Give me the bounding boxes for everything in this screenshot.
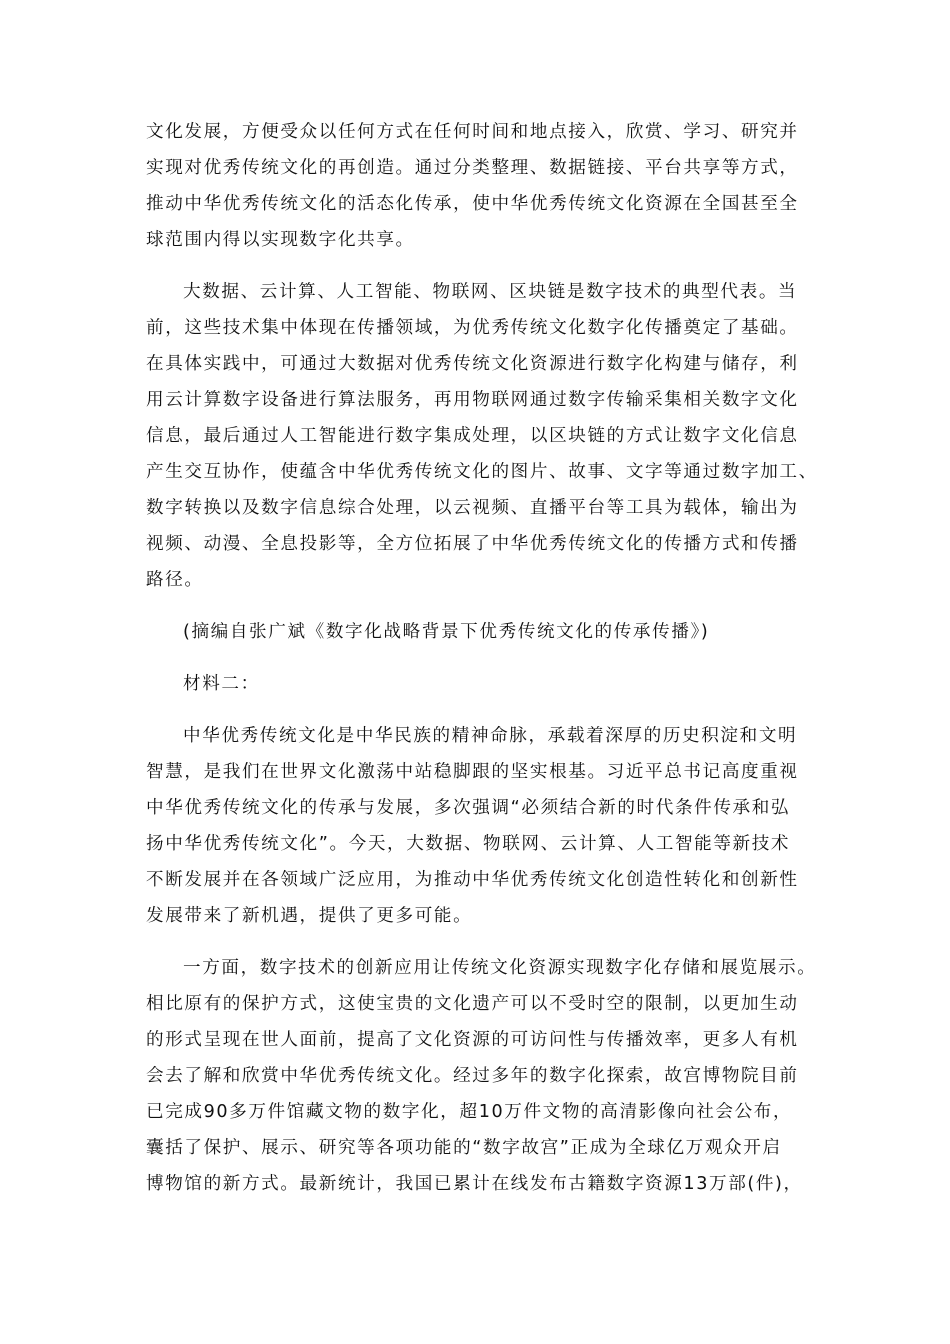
paragraph-3-line-5: 不断发展并在各领域广泛应用，为推动中华优秀传统文化创造性转化和创新性 (146, 870, 799, 890)
paragraph-2-line-4: 用云计算数字设备进行算法服务，再用物联网通过数字传输采集相关数字文化 (146, 390, 799, 410)
paragraph-1-line-2: 实现对优秀传统文化的再创造。通过分类整理、数据链接、平台共享等方式， (146, 158, 799, 178)
paragraph-4-line-5: 已完成90多万件馆藏文物的数字化，超10万件文物的高清影像向社会公布， (146, 1102, 793, 1122)
paragraph-4-line-6: 囊括了保护、展示、研究等各项功能的“数字故宫”正成为全球亿万观众开启 (146, 1138, 782, 1158)
paragraph-2-line-7: 数字转换以及数字信息综合处理，以云视频、直播平台等工具为载体，输出为 (146, 498, 799, 518)
paragraph-1-line-3: 推动中华优秀传统文化的活态化传承，使中华优秀传统文化资源在全国甚至全 (146, 194, 799, 214)
paragraph-3-line-1: 中华优秀传统文化是中华民族的精神命脉，承载着深厚的历史积淀和文明 (183, 726, 798, 746)
paragraph-2-line-5: 信息，最后通过人工智能进行数字集成处理，以区块链的方式让数字文化信息 (146, 426, 799, 446)
paragraph-1-line-1: 文化发展，方便受众以任何方式在任何时间和地点接入，欣赏、学习、研究并 (146, 122, 799, 142)
paragraph-2-line-8: 视频、动漫、全息投影等，全方位拓展了中华优秀传统文化的传播方式和传播 (146, 534, 799, 554)
paragraph-3-line-4: 扬中华优秀传统文化”。今天，大数据、物联网、云计算、人工智能等新技术 (146, 834, 791, 854)
paragraph-4-line-7: 博物馆的新方式。最新统计，我国已累计在线发布古籍数字资源13万部(件)， (146, 1174, 803, 1194)
paragraph-3-line-2: 智慧，是我们在世界文化激荡中站稳脚跟的坚实根基。习近平总书记高度重视 (146, 762, 799, 782)
paragraph-1-line-4: 球范围内得以实现数字化共享。 (146, 230, 415, 250)
paragraph-2-line-6: 产生交互协作，使蕴含中华优秀传统文化的图片、故事、文字等通过数字加工、 (146, 462, 818, 482)
paragraph-4-line-4: 会去了解和欣赏中华优秀传统文化。经过多年的数字化探索，故宫博物院目前 (146, 1066, 799, 1086)
paragraph-4-line-2: 相比原有的保护方式，这使宝贵的文化遗产可以不受时空的限制，以更加生动 (146, 994, 799, 1014)
paragraph-3-line-3: 中华优秀传统文化的传承与发展，多次强调“必须结合新的时代条件传承和弘 (146, 798, 791, 818)
paragraph-2-line-2: 前，这些技术集中体现在传播领域，为优秀传统文化数字化传播奠定了基础。 (146, 318, 799, 338)
paragraph-3-line-6: 发展带来了新机遇，提供了更多可能。 (146, 906, 473, 926)
paragraph-2-line-1: 大数据、云计算、人工智能、物联网、区块链是数字技术的典型代表。当 (183, 282, 798, 302)
paragraph-4-line-1: 一方面，数字技术的创新应用让传统文化资源实现数字化存储和展览展示。 (183, 958, 817, 978)
paragraph-2-line-9: 路径。 (146, 570, 204, 590)
paragraph-2-line-3: 在具体实践中，可通过大数据对优秀传统文化资源进行数字化构建与储存，利 (146, 354, 799, 374)
paragraph-4-line-3: 的形式呈现在世人面前，提高了文化资源的可访问性与传播效率，更多人有机 (146, 1030, 799, 1050)
source-citation: (摘编自张广斌《数字化战略背景下优秀传统文化的传承传播》) (183, 622, 710, 642)
section-heading: 材料二： (183, 674, 260, 694)
